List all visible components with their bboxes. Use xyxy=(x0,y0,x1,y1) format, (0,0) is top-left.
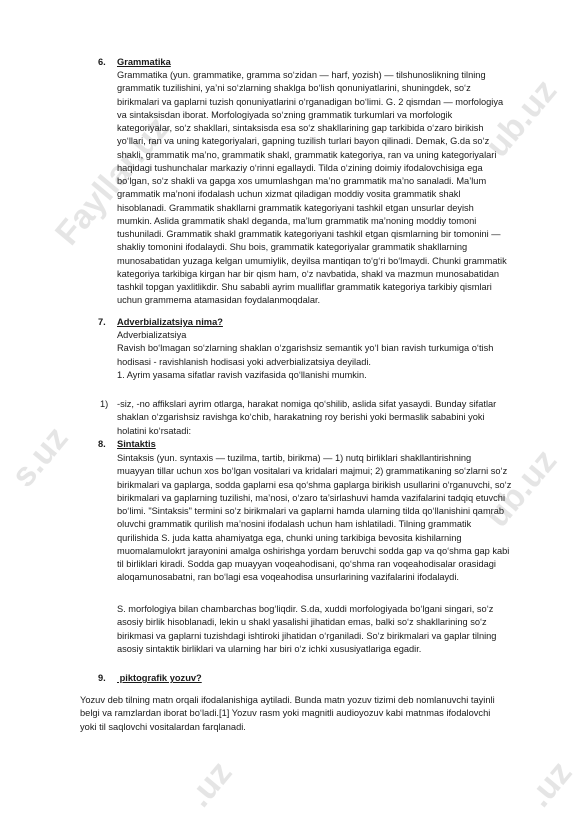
section-8-paragraph-2 xyxy=(117,603,529,656)
text-line: va sintaksisdan iborat. Morfologiyada so‘zning grammatik turkumlari va morfologik xyxy=(117,109,453,120)
watermark: ub.uz xyxy=(478,72,565,165)
section-title: Grammatika xyxy=(117,57,171,67)
text-line: bo‘limi. "Sintaksis" termini so‘z birikmalari va gaplarni hamda ularning tilda qo‘llanishini qamrab xyxy=(117,506,505,516)
text-line: qurilishida S. juda katta ahamiyatga ega, chunki uning tarkibiga bevosita kishilarning xyxy=(117,532,462,543)
text-line: asosiy birlik hisoblanadi, lekin u shakl yasalishi jihatidan emas, balki so‘z shakllarining so‘z xyxy=(117,617,487,628)
section-6-heading xyxy=(98,56,171,69)
text-line: Grammatika (yun. grammatike, gramma so‘zidan — harf, yozish) — tilshunoslikning tilning xyxy=(117,70,486,80)
text-line: birikmalari va gaplarga, sodda gaplarni esa qo‘shma gaplarga birikish usullarini o‘rganuvchi, so‘z xyxy=(117,479,512,490)
section-8-heading xyxy=(98,438,156,451)
text-line: Yozuv deb tilning matn orqali ifodalanishiga aytiladi. Bunda matn yozuv tizimi deb nomlanuvchi tayinli xyxy=(80,695,495,705)
section-number: 6. xyxy=(98,57,106,67)
text-line: Adverbializatsiya xyxy=(117,330,187,340)
text-line: Sintaksis (yun. syntaxis — tuzilma, tartib, birikma) — 1) nutq birliklari shakllantirishning xyxy=(117,453,472,463)
text-line: holatini ko‘rsatadi: xyxy=(117,425,192,436)
text-line: kategoriya tarkibiga kirgan har bir qism ham, o‘z navbatida, shakl va mazmun munosabatidan xyxy=(117,268,500,279)
text-line: muayyan tillar uchun xos bo‘lgan vositalari va kridalari majmui; 2) grammatikaning so‘zlarni so‘z xyxy=(117,466,508,477)
section-title: Adverbializatsiya nima? xyxy=(117,317,223,327)
text-line: hisoblanadi. Grammatik shakllarni grammatik kategoriyani tashkil etgan unsurlar deyish xyxy=(117,202,474,213)
text-line: birikmalari va gaplarning tuzilishi, ma’nosi, o‘zaro ta’sirlashuvi hamda vazifalarini tadqiq etuvchi xyxy=(117,492,505,503)
watermark: Fayllar.uz xyxy=(48,109,177,253)
text-line: 1. Ayrim yasama sifatlar ravish vazifasida qo‘llanishi mumkin. xyxy=(117,369,367,380)
section-number: 7. xyxy=(98,317,106,327)
section-title: Sintaktis xyxy=(117,439,156,449)
text-line: asosiy sintaktik birliklari va ularning har biri o‘z ichki xususiyatlariga egadir. xyxy=(117,643,422,654)
section-9-heading xyxy=(98,672,202,685)
text-line: munosabatidan yuzaga kelgan umumiylik, deyilsa mantiqan to‘g‘ri bo‘lmaydi. Chunki grammatik xyxy=(117,255,507,266)
text-line: til birliklari kiradi. Sodda gap muayyan voqeahodisani, qo‘shma ran voqeahodisalar orasidagi xyxy=(117,559,496,569)
section-9-body xyxy=(80,694,530,734)
text-line: oluvchi grammatik qurilish ma’nosini ifodalash uchun ham ishlatiladi. Tilning grammatik xyxy=(117,519,472,530)
text-line: shakli, grammatik ma’no, grammatik shakl, grammatik kategoriya, ran va uning kategoriyalari xyxy=(117,149,497,160)
text-line: bo‘lgan, so‘z shakli va gapga xos umumlashgan ma’no grammatik ma’no sanaladi. Ma’lum xyxy=(117,176,487,186)
section-title: piktografik yozuv? xyxy=(117,673,202,683)
text-line: grammatik ma’noni ifodalash uchun xizmat qiladigan moddiy vosita grammatik shakl xyxy=(117,189,461,200)
text-line: Ravish bo‘lmagan so‘zlarning shaklan o‘zgarishsiz semantik yo‘l bian ravish turkumiga o‘tish xyxy=(117,343,494,354)
watermark: ub.uz xyxy=(478,442,565,535)
section-7-heading xyxy=(98,316,223,329)
text-line: tushuniladi. Grammatik shakl grammatik kategoriyani tashkil etgan qismlarning bir tomonini — xyxy=(117,229,501,239)
text-line: birikmalari va gaplarni tuzish qonuniyatlarini o‘rganadigan bo‘limi. G. 2 qismdan — morfologiya xyxy=(117,96,504,107)
watermark: .uz xyxy=(180,753,240,815)
text-line: belgi va ramzlardan iborat bo‘ladi.[1] Yozuv rasm yoki magnitli audioyozuv kabi matnmas ifodalovchi xyxy=(80,708,491,719)
text-line: aloqamunosabatni, ran bo‘lagi esa voqeahodisa unsurlarining vazifalarini ifodalaydi. xyxy=(117,572,459,583)
section-number: 8. xyxy=(98,439,106,449)
text-line: yo‘llari, ran va uning kategoriyalari, gapning tuzilish turlari bayon qilinadi. Demak, G.da so‘z xyxy=(117,136,490,147)
text-line: S. morfologiya bilan chambarchas bog‘liqdir. S.da, xuddi morfologiyada bo‘lgani singari, so‘z xyxy=(117,604,494,614)
text-line: hodisasi - ravishlanish hodisasi yoki adverbializatsiya deyiladi. xyxy=(117,356,371,367)
text-line: shakliy tomonini ifodalaydi. Shu bois, grammatik kategoriyalar grammatik shakllarning xyxy=(117,242,468,253)
text-line: tashkil topgan yaxlitlikdir. Shu sababli ayrim mualliflar grammatik kategoriya tarkibiy qismlari xyxy=(117,282,492,292)
list-marker: 1) xyxy=(100,399,109,409)
text-line: kategoriyalar, so‘z shakllari, sintaksisda esa so‘z shakllarining gap tarkibida o‘zaro birikish xyxy=(117,123,484,133)
watermark: .uz xyxy=(520,753,580,815)
text-line: -siz, -no affikslari ayrim otlarga, harakat nomiga qo‘shilib, aslida sifat yasaydi. Bunday sifatlar xyxy=(117,399,497,409)
watermark: s.uz xyxy=(4,419,76,495)
section-8-body xyxy=(117,452,529,585)
text-line: birikmasi va gaplarni tuzishdagi ishtiroki jihatidan o‘rganiladi. So‘z birikmalari va gaplar tilning xyxy=(117,630,497,641)
section-number: 9. xyxy=(98,673,106,683)
text-line: grammatik tuzilishini, ya’ni so‘zlarning shaklga bo‘lish qonuniyatlarini, shuningdek, so‘z xyxy=(117,83,471,94)
text-line: uchun grammema atamasidan foydalanmoqdalar. xyxy=(117,295,321,306)
section-6-body xyxy=(117,69,529,308)
section-7-body xyxy=(117,329,529,382)
text-line: haqidagi tushunchalar markaziy o‘rinni egallaydi. Tilda o‘zining doimiy ifodalovchisiga ega xyxy=(117,162,483,173)
text-line: shaklan o‘zgarishsiz ravishga ko‘chib, harakatning roy berishi yoki bermaslik sababini yoki xyxy=(117,412,485,423)
text-line: mumkin. Aslida grammatik shakl deganda, ma’lum grammatik ma’noning moddiy tomoni xyxy=(117,215,477,226)
text-line: muomalamulokrt jarayonini amalga oshirishga yordam beruvchi sodda gap va qo‘shma gap kabi xyxy=(117,545,510,556)
text-line: yoki til saqlovchi vositalardan farqlanadi. xyxy=(80,721,246,732)
